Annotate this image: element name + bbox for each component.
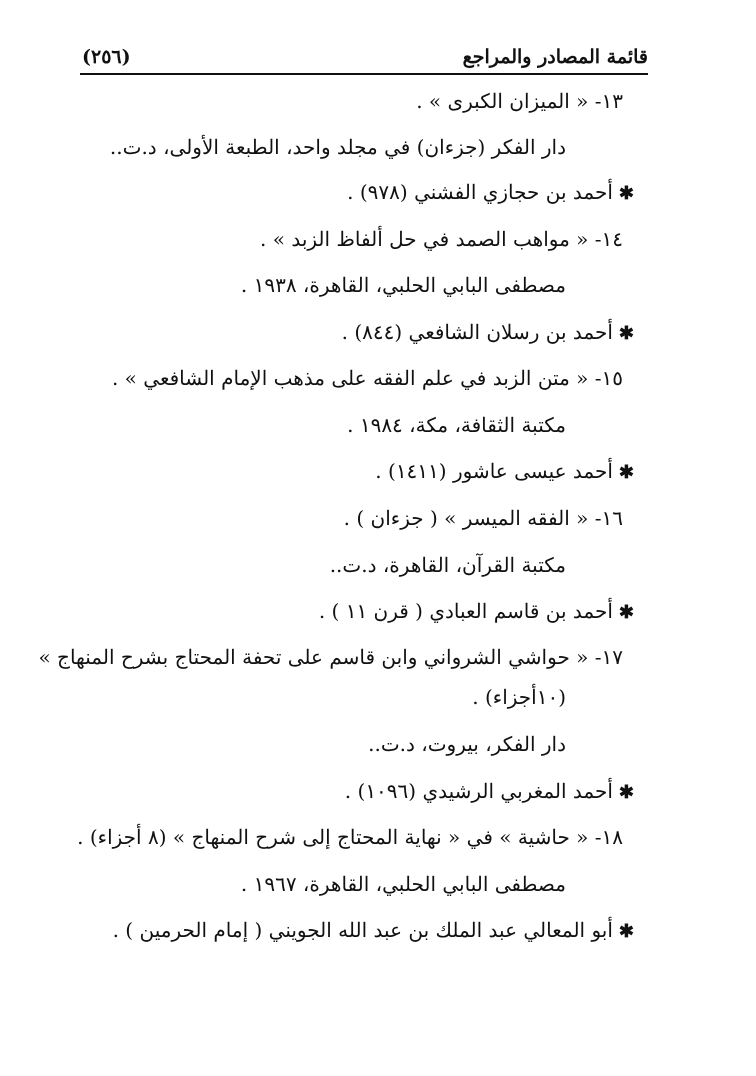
entry-17-title: ١٧- « حواشي الشرواني وابن قاسم على تحفة المحتاج بشرح المنهاج » xyxy=(38,645,623,669)
author-ibn-raslan: ✱أحمد بن رسلان الشافعي (٨٤٤) . xyxy=(341,320,634,344)
asterisk-bullet-icon: ✱ xyxy=(618,602,634,623)
asterisk-bullet-icon: ✱ xyxy=(618,462,634,483)
header-title: قائمة المصادر والمراجع xyxy=(462,45,648,68)
author-al-rashidi: ✱أحمد المغربي الرشيدي (١٠٩٦) . xyxy=(344,779,634,803)
entry-16-publisher: مكتبة القرآن، القاهرة، د.ت.. xyxy=(329,553,566,577)
entry-13-publisher: دار الفكر (جزءان) في مجلد واحد، الطبعة الأولى، د.ت.. xyxy=(109,135,566,159)
entry-15-title: ١٥- « متن الزبد في علم الفقه على مذهب الإمام الشافعي » . xyxy=(111,366,623,390)
entry-14-publisher: مصطفى البابي الحلبي، القاهرة، ١٩٣٨ . xyxy=(240,273,566,297)
author-al-fashni: ✱أحمد بن حجازي الفشني (٩٧٨) . xyxy=(347,180,634,204)
entry-16-title: ١٦- « الفقه الميسر » ( جزءان ) . xyxy=(343,506,623,530)
asterisk-bullet-icon: ✱ xyxy=(618,183,634,204)
author-al-abbadi: ✱أحمد بن قاسم العبادي ( قرن ١١ ) . xyxy=(318,599,634,623)
entry-17-publisher: دار الفكر، بيروت، د.ت.. xyxy=(368,732,566,756)
header-rule xyxy=(80,73,648,75)
author-ashour: ✱أحمد عيسى عاشور (١٤١١) . xyxy=(375,459,634,483)
entry-18-publisher: مصطفى البابي الحلبي، القاهرة، ١٩٦٧ . xyxy=(240,872,566,896)
entry-17-title-continued: (١٠أجزاء) . xyxy=(472,685,566,709)
author-al-juwayni: ✱أبو المعالي عبد الملك بن عبد الله الجويني ( إمام الحرمين ) . xyxy=(112,918,634,942)
asterisk-bullet-icon: ✱ xyxy=(618,782,634,803)
entry-15-publisher: مكتبة الثقافة، مكة، ١٩٨٤ . xyxy=(347,413,566,437)
entry-18-title: ١٨- « حاشية » في « نهاية المحتاج إلى شرح المنهاج » (٨ أجزاء) . xyxy=(77,825,623,849)
page-number: (٢٥٦) xyxy=(82,45,131,68)
entry-14-title: ١٤- « مواهب الصمد في حل ألفاظ الزبد » . xyxy=(260,227,623,251)
running-header xyxy=(82,42,648,72)
asterisk-bullet-icon: ✱ xyxy=(618,921,634,942)
entry-13-title: ١٣- « الميزان الكبرى » . xyxy=(416,89,623,113)
asterisk-bullet-icon: ✱ xyxy=(618,323,634,344)
